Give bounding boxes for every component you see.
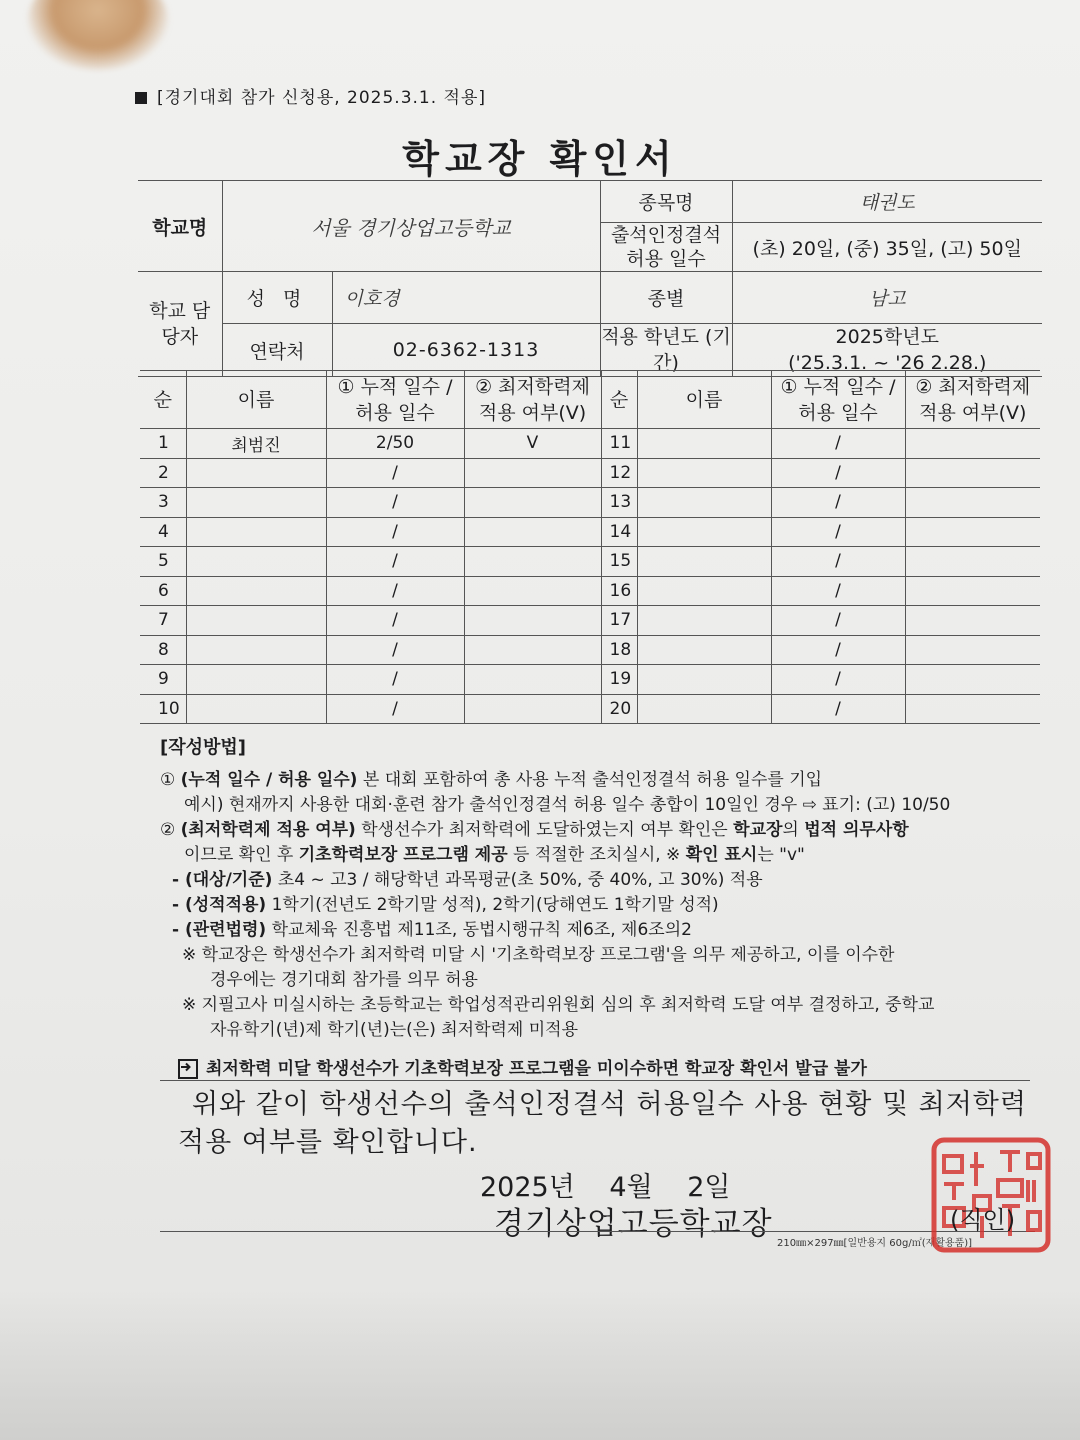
notice-line bbox=[178, 1054, 867, 1079]
guide-l3-bold3: 법적 의무사항 bbox=[804, 820, 909, 840]
row-min-cell bbox=[905, 517, 1040, 547]
guide-l4-bold: 기초학력보장 프로그램 제공 bbox=[298, 845, 508, 865]
row-name-cell bbox=[637, 665, 771, 695]
row-min-cell bbox=[464, 606, 601, 636]
guide-l4-bold2: 확인 표시 bbox=[685, 845, 758, 865]
row-no-cell: 2 bbox=[140, 458, 186, 488]
row-days-cell: / bbox=[326, 458, 464, 488]
row-days-cell: / bbox=[771, 665, 905, 695]
row-name-cell bbox=[637, 576, 771, 606]
row-name-cell bbox=[186, 547, 326, 577]
col-days-left: ① 누적 일수 / 허용 일수 bbox=[326, 371, 464, 429]
guide-l4-text-a: 이므로 확인 후 bbox=[184, 845, 299, 865]
row-name-cell bbox=[637, 694, 771, 724]
paper-size-note: 210㎜×297㎜[일반용지 60g/㎡(재활용품)] bbox=[777, 1238, 973, 1249]
year-period: ('25.3.1. ~ '26 2.28.) bbox=[788, 352, 987, 374]
row-no-cell: 20 bbox=[601, 694, 637, 724]
header-note bbox=[135, 83, 486, 108]
row-days-cell: / bbox=[771, 606, 905, 636]
gender-label: 종별 bbox=[600, 272, 732, 324]
row-name-cell bbox=[186, 606, 326, 636]
row-days-cell: / bbox=[771, 576, 905, 606]
row-no-cell: 11 bbox=[601, 429, 637, 459]
row-days-cell: / bbox=[771, 458, 905, 488]
guide-l10: ※ 지필고사 미실시하는 초등학교는 학업성적관리위원회 심의 후 최저학력 도달 여부 결정하고, 중학교 bbox=[182, 995, 935, 1015]
row-no-cell: 3 bbox=[140, 488, 186, 518]
row-no-cell: 14 bbox=[601, 517, 637, 547]
row-no-cell: 6 bbox=[140, 576, 186, 606]
row-no-cell: 1 bbox=[140, 429, 186, 459]
row-min-cell bbox=[905, 635, 1040, 665]
row-min-cell bbox=[464, 635, 601, 665]
confirm-line-2: 적용 여부를 확인합니다. bbox=[178, 1127, 478, 1158]
table-row bbox=[140, 606, 1040, 636]
school-value: 서울 경기상업고등학교 bbox=[222, 181, 600, 272]
document-title: 학교장 확인서 bbox=[402, 137, 678, 181]
student-grid bbox=[140, 370, 1040, 724]
guide-mark-2: ② bbox=[160, 820, 176, 840]
row-no-cell: 7 bbox=[140, 606, 186, 636]
guide-l9: 경우에는 경기대회 참가를 의무 허용 bbox=[210, 970, 478, 990]
row-name-cell bbox=[637, 517, 771, 547]
col-no-right: 순 bbox=[601, 371, 637, 429]
guide-heading: [작성방법] bbox=[160, 737, 247, 758]
year-cell bbox=[732, 324, 1042, 377]
guide-l11: 자유학기(년)제 학기(년)는(은) 최저학력제 미적용 bbox=[210, 1020, 579, 1040]
year-value: 2025학년도 bbox=[835, 326, 939, 348]
thumb-shadow bbox=[28, 0, 168, 70]
guide-l6-bold: - (성적적용) bbox=[172, 895, 267, 915]
guide-l3-bold2: 학교장 bbox=[733, 820, 783, 840]
table-row bbox=[140, 488, 1040, 518]
table-row bbox=[140, 458, 1040, 488]
row-name-cell bbox=[186, 517, 326, 547]
row-days-cell: / bbox=[326, 606, 464, 636]
row-min-cell bbox=[464, 458, 601, 488]
header-note-text: [경기대회 참가 신청용, 2025.3.1. 적용] bbox=[157, 88, 487, 108]
row-min-cell bbox=[905, 429, 1040, 459]
contact-value: 02-6362-1313 bbox=[332, 324, 600, 377]
row-days-cell: / bbox=[326, 517, 464, 547]
row-name-cell bbox=[186, 488, 326, 518]
row-no-cell: 13 bbox=[601, 488, 637, 518]
row-days-cell: / bbox=[771, 517, 905, 547]
row-days-cell: / bbox=[771, 429, 905, 459]
row-name-cell bbox=[637, 429, 771, 459]
table-row bbox=[140, 547, 1040, 577]
guide-l5-text: 초4 ~ 고3 / 해당학년 과목평균(초 50%, 중 40%, 고 30%) 적용 bbox=[272, 870, 763, 890]
row-days-cell: / bbox=[771, 635, 905, 665]
row-no-cell: 15 bbox=[601, 547, 637, 577]
confirm-statement bbox=[178, 1086, 1027, 1162]
row-days-cell: / bbox=[326, 488, 464, 518]
row-name-cell bbox=[186, 458, 326, 488]
col-no-left: 순 bbox=[140, 371, 186, 429]
divider-bottom bbox=[160, 1231, 1035, 1232]
col-name-right: 이름 bbox=[637, 371, 771, 429]
name-value: 이호경 bbox=[332, 272, 600, 324]
row-min-cell bbox=[905, 488, 1040, 518]
guide-mark-1: ① bbox=[160, 770, 176, 790]
table-row bbox=[140, 635, 1040, 665]
row-name-cell bbox=[186, 576, 326, 606]
guide-l3-bold: (최저학력제 적용 여부) bbox=[180, 820, 356, 840]
boxed-arrow-icon bbox=[178, 1059, 198, 1079]
row-min-cell bbox=[905, 576, 1040, 606]
name-label: 성 명 bbox=[222, 272, 332, 324]
table-row bbox=[140, 694, 1040, 724]
row-days-cell: / bbox=[326, 635, 464, 665]
guide-l1-bold: (누적 일수 / 허용 일수) bbox=[180, 770, 358, 790]
row-no-cell: 12 bbox=[601, 458, 637, 488]
info-table bbox=[138, 180, 1042, 377]
row-name-cell bbox=[186, 635, 326, 665]
row-name-cell bbox=[637, 547, 771, 577]
date-year: 2025년 bbox=[480, 1172, 575, 1203]
row-no-cell: 19 bbox=[601, 665, 637, 695]
official-seal-icon bbox=[930, 1136, 1052, 1254]
guide-l8: ※ 학교장은 학생선수가 최저학력 미달 시 '기초학력보장 프로그램'을 의무 제공하고, 이를 이수한 bbox=[182, 945, 895, 965]
allow-label: 출석인정결석 허용 일수 bbox=[600, 223, 732, 272]
row-min-cell bbox=[905, 694, 1040, 724]
row-no-cell: 18 bbox=[601, 635, 637, 665]
row-min-cell bbox=[464, 547, 601, 577]
row-min-cell bbox=[464, 488, 601, 518]
col-days-right: ① 누적 일수 / 허용 일수 bbox=[771, 371, 905, 429]
col-name-left: 이름 bbox=[186, 371, 326, 429]
guide-l7-text: 학교체육 진흥법 제11조, 동법시행규칙 제6조, 제6조의2 bbox=[266, 920, 692, 940]
divider-top bbox=[160, 1080, 1030, 1081]
guide-l2: 예시) 현재까지 사용한 대회·훈련 참가 출석인정결석 허용 일수 총합이 10일인 경우 ⇨ 표기: (고) 10/50 bbox=[184, 795, 951, 815]
table-row bbox=[140, 517, 1040, 547]
guide-l1-text: 본 대회 포함하여 총 사용 누적 출석인정결석 허용 일수를 기입 bbox=[357, 770, 823, 790]
school-label: 학교명 bbox=[138, 181, 222, 272]
event-label: 종목명 bbox=[600, 181, 732, 223]
square-bullet-icon bbox=[135, 92, 147, 104]
date-month: 4월 bbox=[609, 1172, 653, 1203]
row-days-cell: / bbox=[326, 665, 464, 695]
guide-l5-bold: - (대상/기준) bbox=[172, 870, 273, 890]
row-min-cell bbox=[464, 576, 601, 606]
row-no-cell: 4 bbox=[140, 517, 186, 547]
manager-label: 학교 담당자 bbox=[138, 272, 222, 377]
row-days-cell: / bbox=[326, 694, 464, 724]
row-no-cell: 9 bbox=[140, 665, 186, 695]
row-name-cell bbox=[637, 635, 771, 665]
row-no-cell: 17 bbox=[601, 606, 637, 636]
guide-l3-text-b: 의 bbox=[782, 820, 805, 840]
gender-value: 남고 bbox=[732, 272, 1042, 324]
guide-l3-text-a: 학생선수가 최저학력에 도달하였는지 여부 확인은 bbox=[355, 820, 734, 840]
writing-guide bbox=[160, 735, 1040, 1043]
row-name-cell bbox=[186, 694, 326, 724]
col-min-right: ② 최저학력제 적용 여부(V) bbox=[905, 371, 1040, 429]
row-no-cell: 10 bbox=[140, 694, 186, 724]
seal-label: (직인) bbox=[950, 1206, 1016, 1234]
guide-l4-text-b: 등 적절한 조치실시, ※ bbox=[507, 845, 686, 865]
row-no-cell: 5 bbox=[140, 547, 186, 577]
row-days-cell: / bbox=[771, 547, 905, 577]
guide-l4-text-c: 는 "v" bbox=[757, 845, 805, 865]
row-days-cell: / bbox=[771, 488, 905, 518]
row-name-cell: 최범진 bbox=[186, 429, 326, 459]
row-min-cell bbox=[905, 547, 1040, 577]
row-min-cell bbox=[905, 458, 1040, 488]
guide-l7-bold: - (관련법령) bbox=[172, 920, 267, 940]
year-label: 적용 학년도 (기간) bbox=[600, 324, 732, 377]
row-min-cell bbox=[905, 606, 1040, 636]
row-name-cell bbox=[637, 488, 771, 518]
table-row bbox=[140, 429, 1040, 459]
row-min-cell bbox=[464, 665, 601, 695]
row-days-cell: / bbox=[326, 547, 464, 577]
page-bottom-shade bbox=[0, 1290, 1080, 1440]
row-min-cell bbox=[464, 517, 601, 547]
col-min-left: ② 최저학력제 적용 여부(V) bbox=[464, 371, 601, 429]
guide-l6-text: 1학기(전년도 2학기말 성적), 2학기(당해연도 1학기말 성적) bbox=[266, 895, 719, 915]
row-no-cell: 16 bbox=[601, 576, 637, 606]
row-min-cell: V bbox=[464, 429, 601, 459]
row-min-cell bbox=[464, 694, 601, 724]
principal-name: 경기상업고등학교장 bbox=[494, 1206, 773, 1242]
row-name-cell bbox=[637, 458, 771, 488]
date-day: 2일 bbox=[687, 1172, 731, 1203]
row-no-cell: 8 bbox=[140, 635, 186, 665]
row-name-cell bbox=[637, 606, 771, 636]
row-min-cell bbox=[905, 665, 1040, 695]
contact-label: 연락처 bbox=[222, 324, 332, 377]
allow-value: (초) 20일, (중) 35일, (고) 50일 bbox=[732, 223, 1042, 272]
table-row bbox=[140, 576, 1040, 606]
table-row bbox=[140, 665, 1040, 695]
event-value: 태권도 bbox=[732, 181, 1042, 223]
row-days-cell: / bbox=[326, 576, 464, 606]
row-days-cell: 2/50 bbox=[326, 429, 464, 459]
notice-text: 최저학력 미달 학생선수가 기초학력보장 프로그램을 미이수하면 학교장 확인서 발급 불가 bbox=[206, 1059, 867, 1079]
confirm-line-1: 위와 같이 학생선수의 출석인정결석 허용일수 사용 현황 및 최저학력 bbox=[192, 1089, 1027, 1120]
row-days-cell: / bbox=[771, 694, 905, 724]
row-name-cell bbox=[186, 665, 326, 695]
